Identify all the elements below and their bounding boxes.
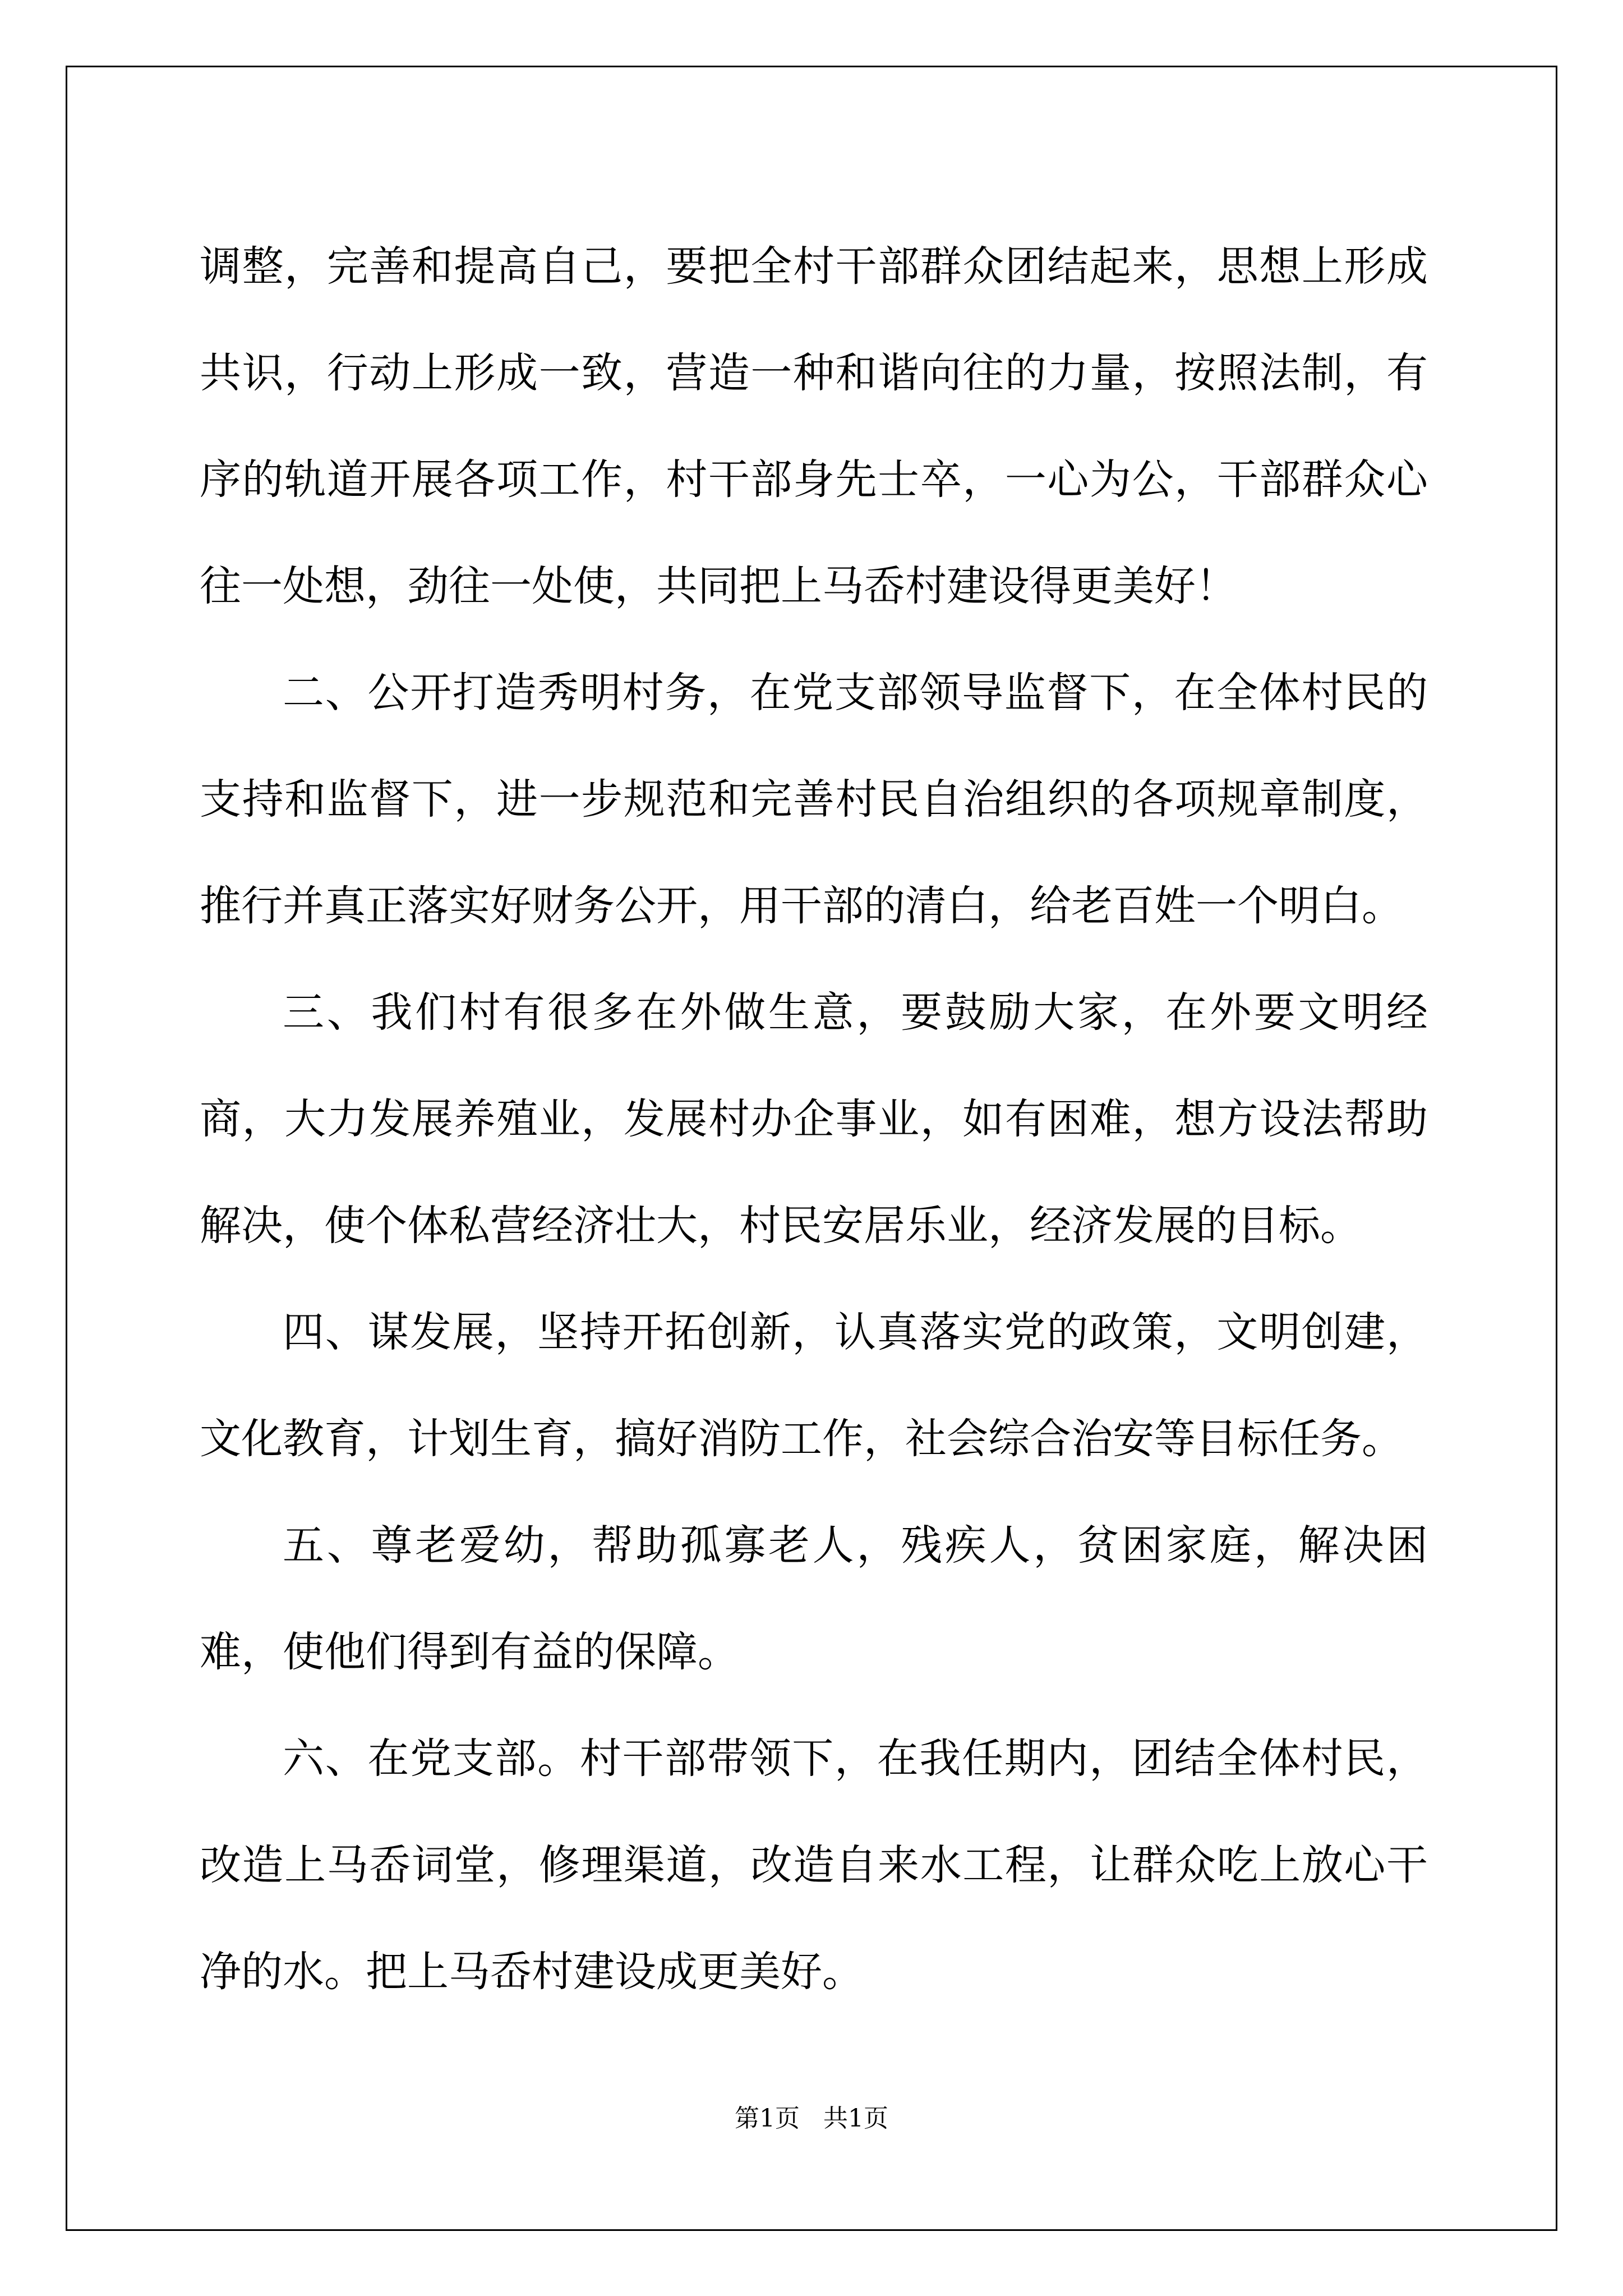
- paragraph-item-4: 四、谋发展，坚持开拓创新，认真落实党的政策，文明创建，文化教育，计划生育，搞好消防工作，社会综合治安等目标任务。: [200, 1308, 1428, 1463]
- paragraph-item-6: 六、在党支部。村干部带领下，在我任期内，团结全体村民，改造上马岙词堂，修理渠道，改造自来水工程，让群众吃上放心干净的水。把上马岙村建设成更美好。: [200, 1734, 1428, 1996]
- paragraph-item-2: 二、公开打造秀明村务，在党支部领导监督下，在全体村民的支持和监督下，进一步规范和完善村民自治组织的各项规章制度，推行并真正落实好财务公开，用干部的清白，给老百姓一个明白。: [200, 669, 1428, 930]
- page-total: 共1页: [823, 2104, 888, 2133]
- paragraph-item-3: 三、我们村有很多在外做生意，要鼓励大家，在外要文明经商，大力发展养殖业，发展村办企事业，如有困难，想方设法帮助解决，使个体私营经济壮大，村民安居乐业，经济发展的目标。: [200, 988, 1428, 1250]
- paragraph-continuation: 调整，完善和提高自己，要把全村干部群众团结起来，思想上形成共识，行动上形成一致，营造一种和谐向往的力量，按照法制，有序的轨道开展各项工作，村干部身先士卒，一心为公，干部群众心往一处想，劲往一处使，共同把上马岙村建设得更美好！: [200, 242, 1428, 610]
- page-number: 第1页: [735, 2104, 800, 2133]
- paragraph-item-5: 五、尊老爱幼，帮助孤寡老人，残疾人，贫困家庭，解决困难，使他们得到有益的保障。: [200, 1521, 1428, 1676]
- document-body: [200, 213, 1428, 2025]
- page-footer: [0, 2098, 1623, 2134]
- footer-gap: [800, 2104, 823, 2133]
